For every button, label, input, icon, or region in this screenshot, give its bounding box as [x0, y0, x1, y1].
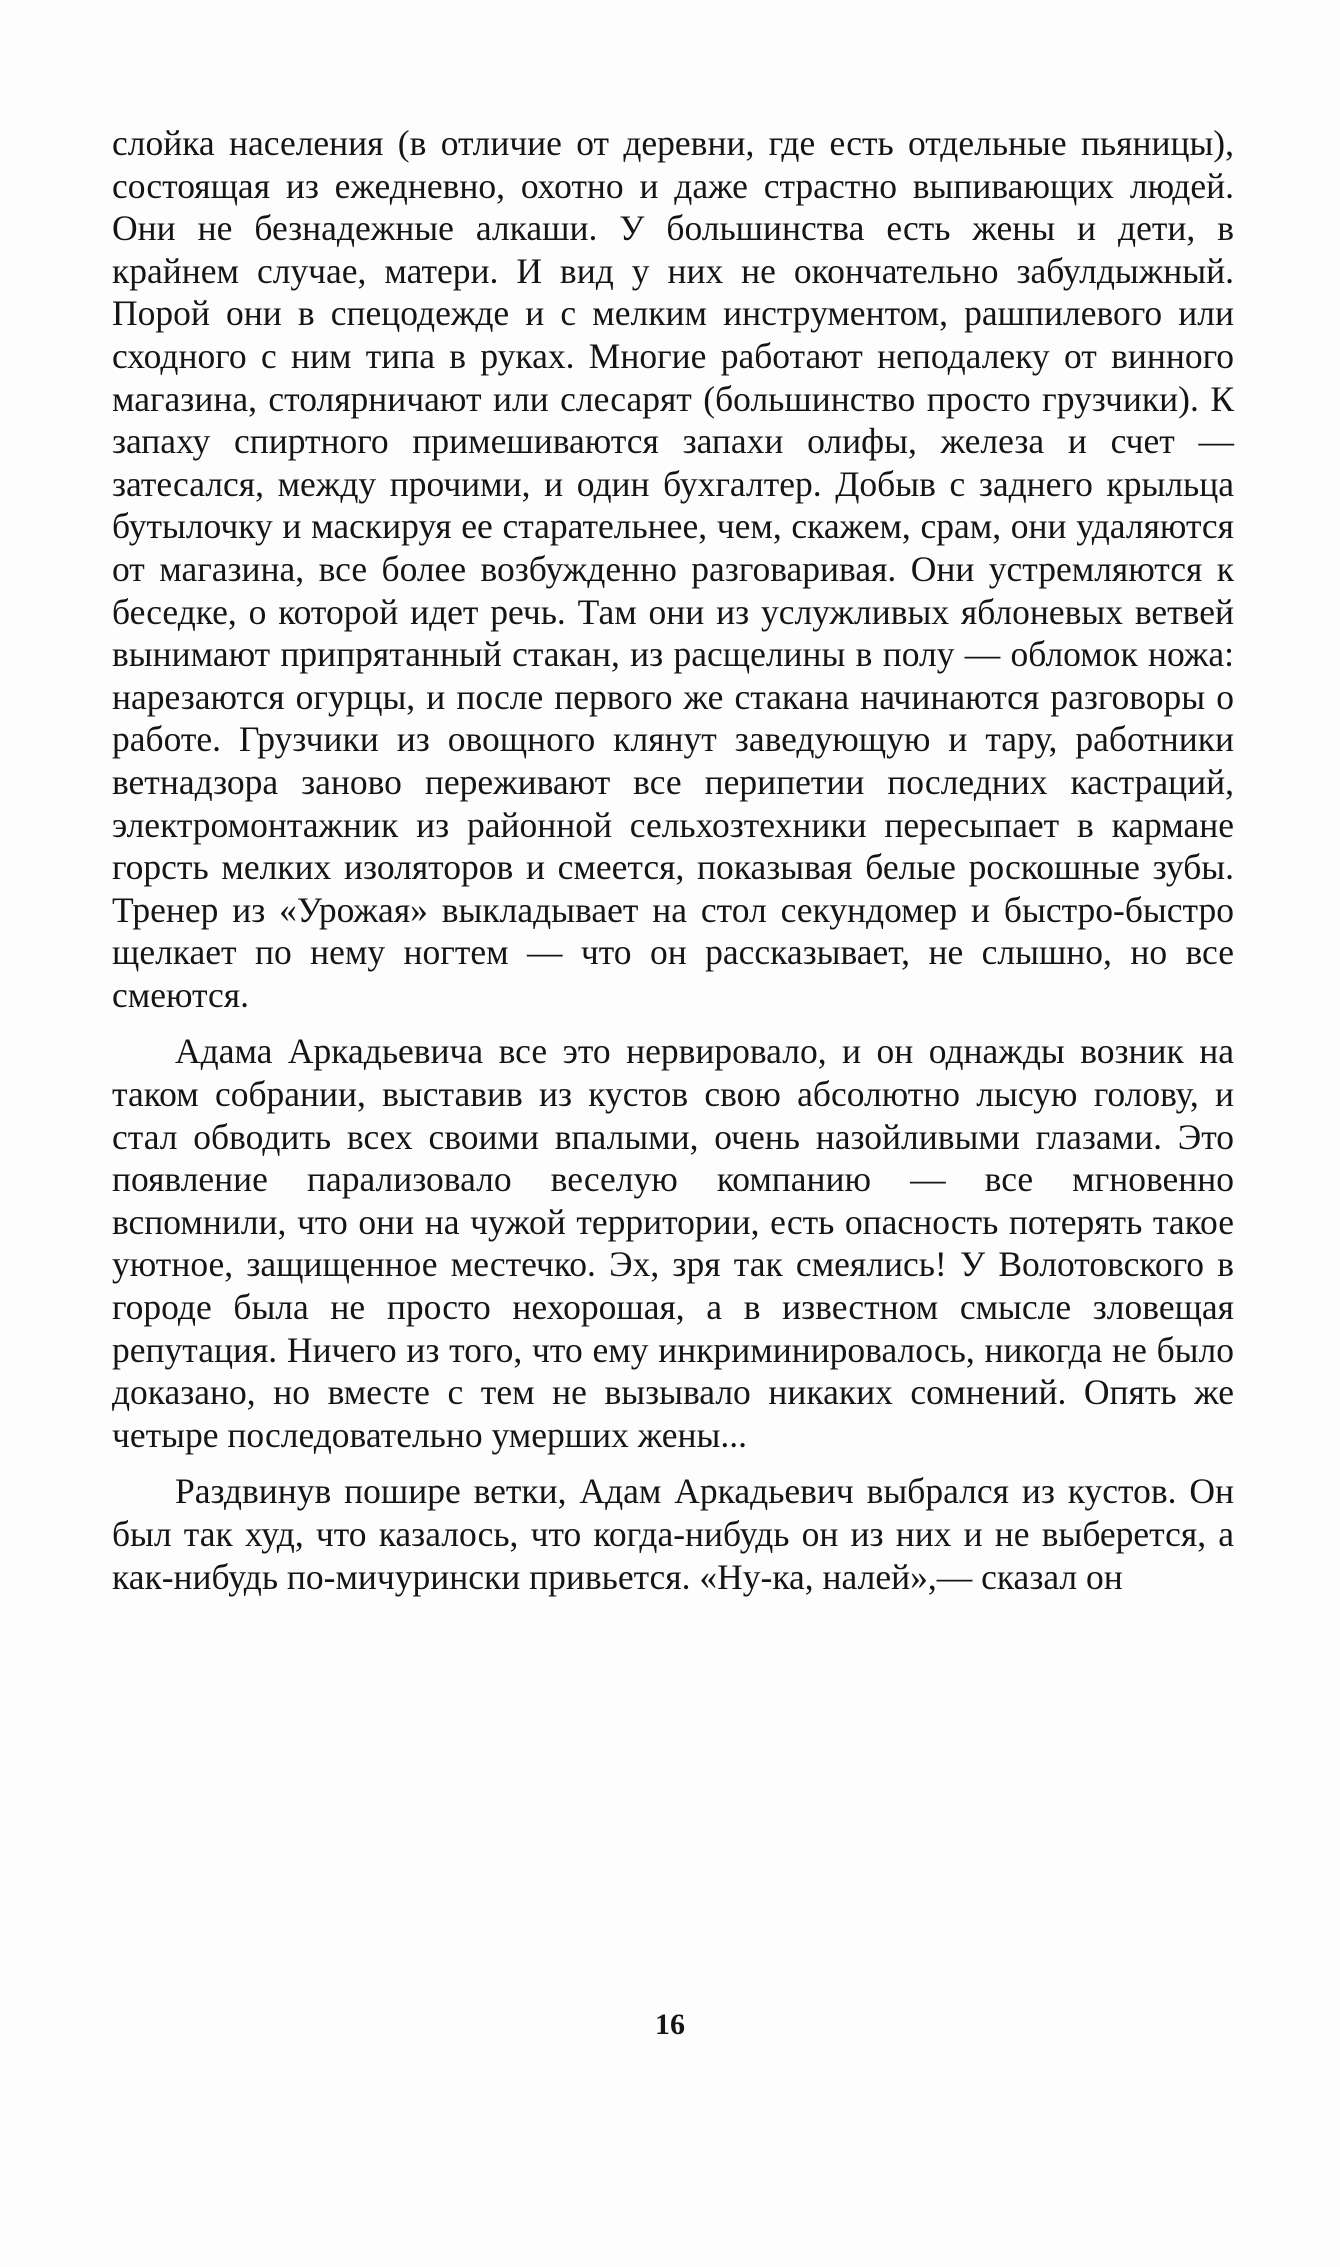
paragraph-3: Раздвинув пошире ветки, Адам Аркадьевич выбрался из кустов. Он был так худ, что казалось, что когда-нибудь он из них и не выберется, а как-нибудь по-мичурински привьется. «Ну-ка, налей»,— сказал он [112, 1471, 1234, 1597]
paragraph-2: Адама Аркадьевича все это нервировало, и он однажды возник на таком собрании, выставив из кустов свою абсолютно лысую голову, и стал обводить всех своими впалыми, очень назойливыми глазами. Это появление парализовало веселую компанию — все мгновенно вспомнили, что они на чужой территории, есть опасность потерять такое уютное, защищенное местечко. Эх, зря так смеялись! У Волотовского в городе была не просто нехорошая, а в известном смысле зловещая репутация. Ничего из того, что ему инкриминировалось, никогда не было доказано, но вместе с тем не вызывало никаких сомнений. Опять же четыре последовательно умерших жены... [112, 1031, 1234, 1455]
paragraph-1: слойка населения (в отличие от деревни, где есть отдельные пьяницы), состоящая из ежедневно, охотно и даже страстно выпивающих людей. Они не безнадежные алкаши. У большинства есть жены и дети, в крайнем случае, матери. И вид у них не окончательно забулдыжный. Порой они в спецодежде и с мелким инструментом, рашпилевого или сходного с ним типа в руках. Многие работают неподалеку от винного магазина, столярничают или слесарят (большинство просто грузчики). К запаху спиртного примешиваются запахи олифы, железа и счет — затесался, между прочими, и один бухгалтер. Добыв с заднего крыльца бутылочку и маскируя ее старательнее, чем, скажем, срам, они удаляются от магазина, все более возбужденно разговаривая. Они устремляются к беседке, о которой идет речь. Там они из услужливых яблоневых ветвей вынимают припрятанный стакан, из расщелины в полу — обломок ножа: нарезаются огурцы, и после первого же стакана начинаются разговоры о работе. Грузчики из овощного клянут заведующую и тару, работники ветнадзора заново переживают все перипетии последних кастраций, электромонтажник из районной сельхозтехники пересыпает в кармане горсть мелких изоляторов и смеется, показывая белые роскошные зубы. Тренер из «Урожая» выкладывает на стол секундомер и быстро-быстро щелкает по нему ногтем — что он рассказывает, не слышно, но все смеются. [112, 123, 1234, 1015]
body-text [112, 122, 1234, 1598]
page-number: 16 [655, 2008, 685, 2041]
